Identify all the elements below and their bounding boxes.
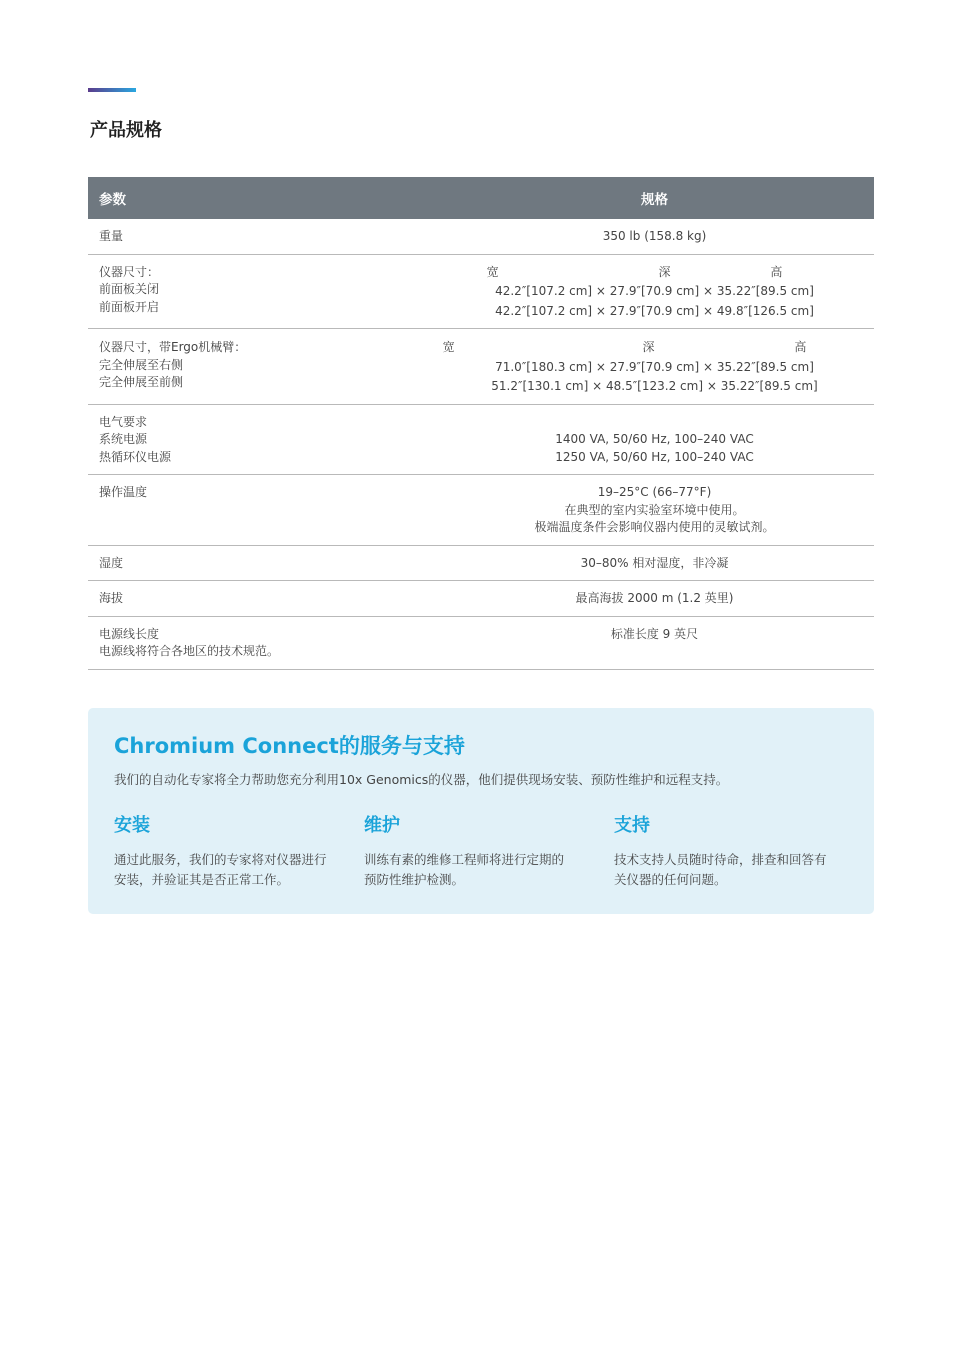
- param-line: 电源线将符合各地区的技术规范。: [99, 644, 280, 658]
- support-description: [614, 850, 854, 890]
- param-line: 完全伸展至前侧: [99, 375, 184, 389]
- spec-cell: [435, 219, 874, 254]
- spec-line: 1400 VA, 50/60 Hz, 100–240 VAC: [555, 432, 754, 446]
- table-row: [88, 581, 874, 617]
- param-cell: [88, 581, 435, 617]
- dim-depth-label: 深: [658, 264, 671, 279]
- spec-cell: [435, 616, 874, 669]
- param-line: 前面板开启: [99, 299, 160, 314]
- support-heading: 支持: [614, 815, 650, 836]
- spec-line: 350 lb (158.8 kg): [602, 229, 707, 243]
- header-spec: 规格: [435, 177, 874, 219]
- param-line: 完全伸展至右侧: [99, 357, 184, 372]
- param-cell: [88, 329, 435, 405]
- accent-bar: [88, 88, 136, 92]
- dims-header: [435, 264, 874, 282]
- param-cell: [88, 219, 435, 254]
- service-column-maintenance: [364, 811, 604, 890]
- service-column-support: [614, 811, 854, 890]
- spec-line: 30–80% 相对湿度，非冷凝: [580, 555, 729, 570]
- spec-cell: [435, 475, 874, 546]
- spec-line: 在典型的室内实验室环境中使用。: [564, 502, 745, 517]
- spec-cell: [435, 254, 874, 329]
- spec-line: 71.0″[180.3 cm] × 27.9″[70.9 cm] × 35.22″[89.5 cm]: [495, 359, 814, 374]
- dim-height-label: 高: [794, 340, 807, 354]
- spec-cell: [435, 581, 874, 617]
- service-column-install: [114, 811, 354, 890]
- param-line: 操作温度: [99, 485, 148, 499]
- install-line: 通过此服务，我们的专家将对仪器进行: [114, 852, 327, 867]
- spec-line: 标准长度 9 英尺: [610, 626, 699, 641]
- dim-height-label: 高: [770, 264, 783, 279]
- param-line: 电气要求: [99, 414, 148, 429]
- maintenance-line: 预防性维护检测。: [364, 872, 465, 887]
- spec-cell: [435, 545, 874, 581]
- param-cell: [88, 254, 435, 329]
- table-header-row: [88, 177, 874, 219]
- spec-line: 42.2″[107.2 cm] × 27.9″[70.9 cm] × 35.22″[89.5 cm]: [495, 284, 814, 298]
- spec-line: 1250 VA, 50/60 Hz, 100–240 VAC: [555, 449, 754, 464]
- maintenance-description: [364, 850, 604, 890]
- table-row: [88, 254, 874, 329]
- spec-line: [435, 414, 874, 432]
- param-cell: [88, 545, 435, 581]
- spec-cell: [435, 404, 874, 475]
- spec-line: 最高海拔 2000 m (1.2 英里): [575, 591, 734, 605]
- param-line: 仪器尺寸：: [99, 264, 160, 279]
- param-line: 重量: [99, 229, 124, 243]
- table-row: [88, 475, 874, 546]
- param-cell: [88, 616, 435, 669]
- dim-width-label: 宽: [486, 264, 499, 279]
- spec-table: [88, 177, 874, 670]
- param-line: 系统电源: [99, 432, 148, 446]
- service-title: Chromium Connect的服务与支持: [114, 734, 465, 758]
- install-heading: 安装: [114, 815, 150, 836]
- param-line: 海拔: [99, 591, 124, 605]
- table-row: [88, 404, 874, 475]
- param-line: 仪器尺寸，带Ergo机械臂：: [99, 340, 247, 354]
- maintenance-heading: 维护: [364, 815, 400, 836]
- spec-line: 42.2″[107.2 cm] × 27.9″[70.9 cm] × 49.8″[126.5 cm]: [495, 303, 814, 318]
- param-cell: [88, 475, 435, 546]
- dim-width-label: 宽: [442, 340, 455, 354]
- install-line: 安装，并验证其是否正常工作。: [114, 872, 290, 887]
- table-row: [88, 545, 874, 581]
- spec-line: 19–25°C (66–77°F): [597, 485, 712, 499]
- install-description: [114, 850, 354, 890]
- page-title: 产品规格: [90, 120, 162, 141]
- service-support-panel: [88, 708, 874, 914]
- dims-header: [435, 339, 874, 357]
- support-line: 技术支持人员随时待命，排查和回答有: [614, 852, 827, 867]
- param-line: 热循环仪电源: [99, 449, 172, 464]
- table-row: [88, 616, 874, 669]
- support-line: 关仪器的任何问题。: [614, 872, 727, 887]
- maintenance-line: 训练有素的维修工程师将进行定期的: [364, 852, 565, 867]
- spec-line: 极端温度条件会影响仪器内使用的灵敏试剂。: [534, 520, 775, 534]
- dim-depth-label: 深: [642, 340, 655, 354]
- param-cell: [88, 404, 435, 475]
- spec-cell: [435, 329, 874, 405]
- param-line: 前面板关闭: [99, 282, 160, 296]
- spec-line: 51.2″[130.1 cm] × 48.5″[123.2 cm] × 35.22″[89.5 cm]: [491, 379, 818, 393]
- service-intro: 我们的自动化专家将全力帮助您充分利用10x Genomics的仪器，他们提供现场安装、预防性维护和远程支持。: [114, 772, 729, 787]
- param-line: 电源线长度: [99, 626, 160, 641]
- header-param: 参数: [88, 177, 435, 219]
- table-row: [88, 329, 874, 405]
- table-row: [88, 219, 874, 254]
- param-line: 湿度: [99, 555, 124, 570]
